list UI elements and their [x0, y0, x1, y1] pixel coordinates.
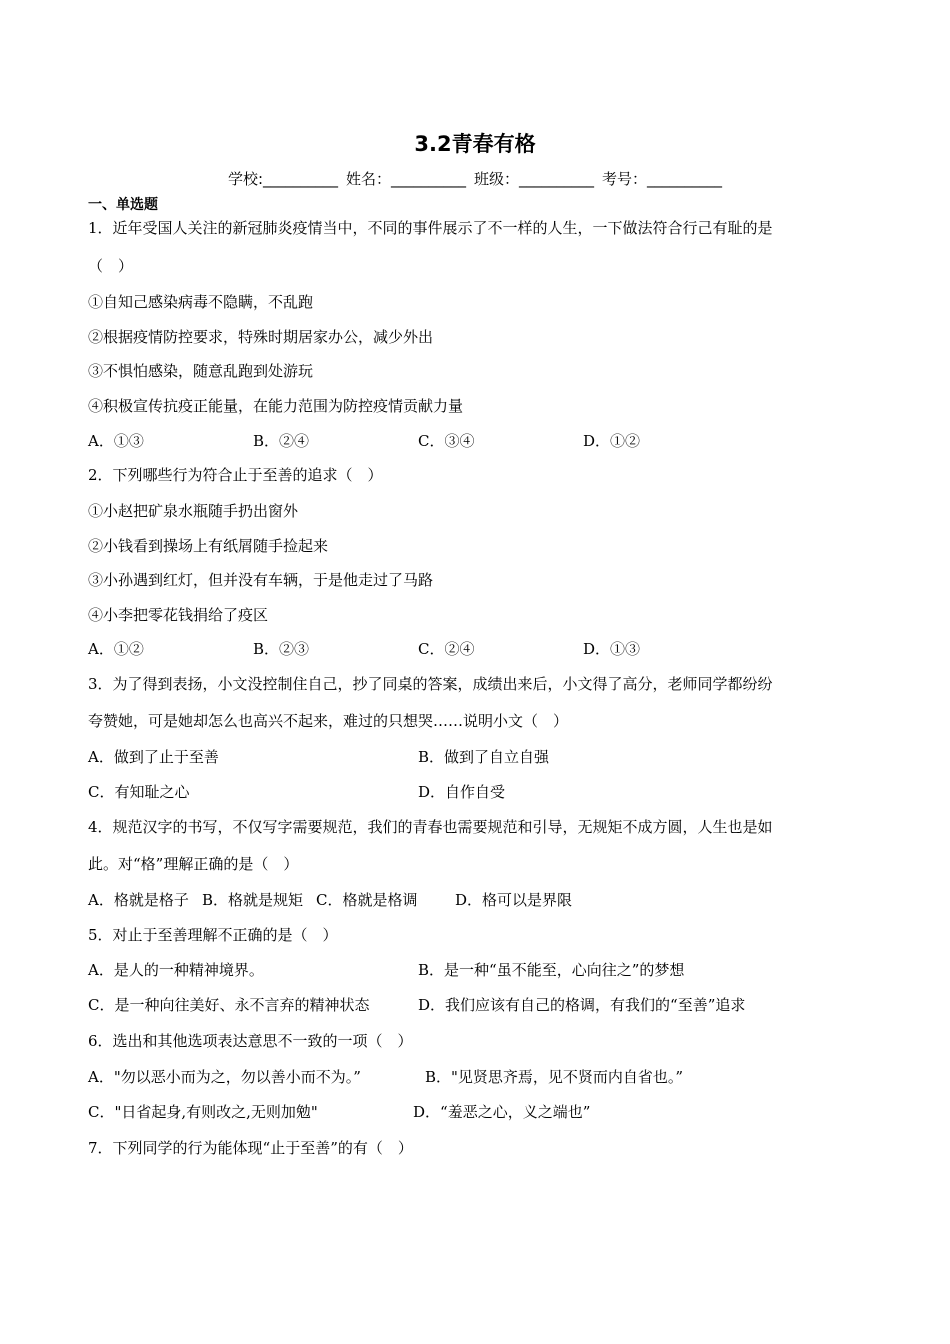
q5-option-b: B．是一种“虽不能至，心向往之”的梦想: [418, 961, 685, 979]
q4-option-a: A．格就是格子: [88, 891, 189, 909]
q5-stem: 5．对止于至善理解不正确的是（ ）: [88, 926, 338, 944]
q1-stem-line-2: （ ）: [88, 257, 134, 275]
exam-number-field: 考号：__________: [602, 170, 723, 188]
q4-option-d: D．格可以是界限: [455, 891, 573, 909]
q3-option-d: D．自作自受: [418, 783, 506, 801]
q5-option-c: C．是一种向往美好、永不言弃的精神状态: [88, 996, 370, 1014]
q4-option-c: C．格就是格调: [316, 891, 418, 909]
q5-option-d: D．我们应该有自己的格调，有我们的“至善”追求: [418, 996, 746, 1014]
q6-option-a: A．"勿以恶小而为之，勿以善小而不为。”: [88, 1068, 361, 1086]
q1-option-c: C．③④: [418, 432, 475, 450]
q2-option-c: C．②④: [418, 640, 475, 658]
q6-option-d: D．“羞恶之心，义之端也”: [413, 1103, 591, 1121]
q3-stem-line-2: 夸赞她，可是她却怎么也高兴不起来，难过的只想哭……说明小文（ ）: [88, 712, 569, 730]
q2-option-d: D．①③: [583, 640, 641, 658]
q6-option-b: B．"见贤思齐焉，见不贤而内自省也。”: [425, 1068, 684, 1086]
q2-item-2: ②小钱看到操场上有纸屑随手捡起来: [88, 537, 329, 555]
q3-option-b: B．做到了自立自强: [418, 748, 550, 766]
q1-item-2: ②根据疫情防控要求，特殊时期居家办公，减少外出: [88, 328, 434, 346]
q3-option-a: A．做到了止于至善: [88, 748, 219, 766]
q1-item-1: ①自知己感染病毒不隐瞒，不乱跑: [88, 293, 314, 311]
name-field: 姓名：__________: [346, 170, 467, 188]
q3-option-c: C．有知耻之心: [88, 783, 190, 801]
q6-option-c: C．"日省起身,有则改之,无则加勉": [88, 1103, 318, 1121]
q7-stem: 7．下列同学的行为能体现“止于至善”的有（ ）: [88, 1139, 413, 1157]
page-title: 3.2青春有格: [414, 132, 536, 156]
student-info-line: [0, 168, 950, 189]
q5-option-a: A．是人的一种精神境界。: [88, 961, 264, 979]
q2-option-b: B．②③: [253, 640, 310, 658]
q4-stem-line-2: 此。对“格”理解正确的是（ ）: [88, 855, 299, 873]
q1-option-a: A．①③: [88, 432, 144, 450]
q2-item-3: ③小孙遇到红灯，但并没有车辆，于是他走过了马路: [88, 571, 434, 589]
q2-option-a: A．①②: [88, 640, 144, 658]
q6-stem: 6．选出和其他选项表达意思不一致的一项（ ）: [88, 1032, 413, 1050]
section-heading: 一、单选题: [88, 197, 158, 213]
class-field: 班级：__________: [474, 170, 595, 188]
q1-option-b: B．②④: [253, 432, 310, 450]
q1-item-3: ③不惧怕感染，随意乱跑到处游玩: [88, 362, 314, 380]
q2-stem: 2．下列哪些行为符合止于至善的追求（ ）: [88, 466, 383, 484]
q1-option-d: D．①②: [583, 432, 641, 450]
school-field: 学校:__________: [227, 170, 338, 188]
q2-item-1: ①小赵把矿泉水瓶随手扔出窗外: [88, 502, 299, 520]
q4-option-b: B．格就是规矩: [202, 891, 304, 909]
q2-item-4: ④小李把零花钱捐给了疫区: [88, 606, 269, 624]
q1-item-4: ④积极宣传抗疫正能量，在能力范围为防控疫情贡献力量: [88, 397, 464, 415]
q3-stem-line-1: 3．为了得到表扬，小文没控制住自己，抄了同桌的答案，成绩出来后，小文得了高分，老师同学都纷纷: [88, 675, 773, 693]
q1-stem-line-1: 1．近年受国人关注的新冠肺炎疫情当中，不同的事件展示了不一样的人生，一下做法符合行己有耻的是: [88, 219, 773, 237]
q4-stem-line-1: 4．规范汉字的书写，不仅写字需要规范，我们的青春也需要规范和引导，无规矩不成方圆，人生也是如: [88, 818, 773, 836]
